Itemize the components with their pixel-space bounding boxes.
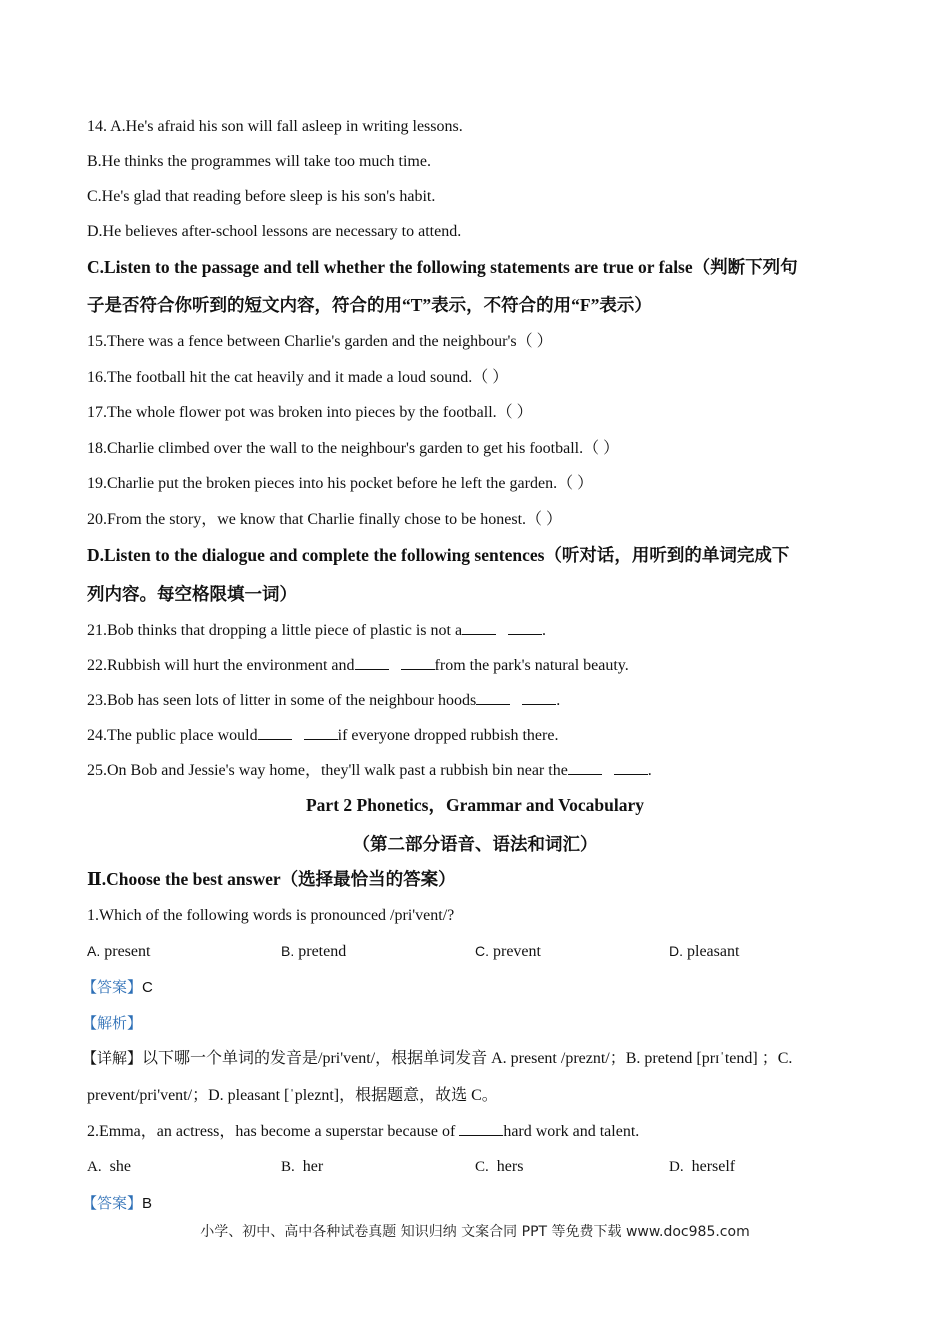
question-22-text: 22.Rubbish will hurt the environment and bbox=[87, 657, 355, 674]
question-2-text-end: hard work and talent. bbox=[503, 1123, 640, 1140]
answer-tag: 【答案】 bbox=[82, 1194, 143, 1212]
part-2-subtitle: （第二部分语音、语法和词汇） bbox=[352, 834, 598, 854]
question-23-end: . bbox=[556, 692, 561, 709]
question-2-text: 2.Emma，an actress，has become a superstar because of bbox=[87, 1123, 456, 1140]
option-text: prevent bbox=[493, 943, 541, 960]
q14-option-a: 14. A.He's afraid his son will fall asleep in writing lessons. bbox=[87, 118, 463, 135]
section-ii-heading: Ⅱ.Choose the best answer（选择最恰当的答案） bbox=[87, 869, 456, 889]
option-text: present bbox=[104, 943, 151, 960]
option-text: pretend bbox=[298, 943, 347, 960]
option-label: D. bbox=[669, 943, 683, 959]
answer-blank[interactable] bbox=[355, 655, 389, 670]
q14-option-d: D.He believes after-school lessons are necessary to attend. bbox=[87, 223, 462, 240]
q1-analysis bbox=[82, 1013, 142, 1034]
answer-blank[interactable] bbox=[401, 655, 435, 670]
question-24-text-end: if everyone dropped rubbish there. bbox=[337, 727, 559, 744]
q1-option-d[interactable] bbox=[669, 941, 739, 962]
option-text: she bbox=[109, 1158, 131, 1175]
q2-option-d[interactable] bbox=[669, 1157, 735, 1177]
q2-option-b[interactable] bbox=[281, 1157, 323, 1177]
q1-detail-line-1 bbox=[82, 1048, 792, 1069]
answer-blank[interactable] bbox=[476, 690, 510, 705]
option-label: B. bbox=[281, 943, 295, 959]
option-text: herself bbox=[691, 1158, 736, 1175]
option-text: pleasant bbox=[687, 943, 740, 960]
q2-option-a[interactable] bbox=[87, 1157, 131, 1177]
statement-19: 19.Charlie put the broken pieces into his pocket before he left the garden.（ ） bbox=[87, 475, 594, 492]
answer-value: C bbox=[142, 979, 153, 996]
detail-text: 以下哪一个单词的发音是/pri'vent/，根据单词发音 A. present /preznt/；B. pretend [prɪˈtend] ；C. bbox=[142, 1050, 793, 1067]
q2-option-c[interactable] bbox=[475, 1157, 523, 1177]
question-2-stem bbox=[87, 1121, 639, 1142]
answer-blank[interactable] bbox=[258, 725, 292, 740]
section-c-heading: C.Listen to the passage and tell whether the following statements are true or false（判断下列句 bbox=[87, 257, 798, 277]
q1-option-b[interactable] bbox=[281, 941, 346, 962]
option-text: her bbox=[302, 1158, 324, 1175]
section-c-heading-cont: 子是否符合你听到的短文内容，符合的用“T”表示，不符合的用“F”表示） bbox=[87, 295, 652, 315]
option-label: B. bbox=[281, 1159, 295, 1175]
option-label: A. bbox=[87, 1159, 102, 1175]
part-2-title: Part 2 Phonetics，Grammar and Vocabulary bbox=[305, 795, 644, 815]
section-d-heading-cont: 列内容。每空格限填一词） bbox=[87, 584, 297, 604]
question-23-text: 23.Bob has seen lots of litter in some of the neighbour hoods bbox=[87, 692, 477, 709]
option-text: hers bbox=[496, 1158, 524, 1175]
q2-answer bbox=[82, 1193, 152, 1214]
q14-option-b: B.He thinks the programmes will take too much time. bbox=[87, 153, 431, 170]
answer-tag: 【答案】 bbox=[82, 978, 143, 996]
statement-20: 20.From the story，we know that Charlie finally chose to be honest.（ ） bbox=[87, 511, 563, 528]
statement-16: 16.The football hit the cat heavily and it made a loud sound.（ ） bbox=[87, 369, 509, 386]
answer-blank[interactable] bbox=[614, 760, 648, 775]
question-25 bbox=[87, 760, 652, 781]
question-21 bbox=[87, 620, 546, 641]
statement-18: 18.Charlie climbed over the wall to the neighbour's garden to get his football.（ ） bbox=[87, 440, 620, 457]
option-label: D. bbox=[669, 1159, 684, 1175]
question-21-end: . bbox=[542, 622, 547, 639]
answer-blank[interactable] bbox=[462, 620, 496, 635]
analysis-tag: 【解析】 bbox=[82, 1014, 143, 1032]
statement-17: 17.The whole flower pot was broken into pieces by the football.（ ） bbox=[87, 404, 533, 421]
question-24-text: 24.The public place would bbox=[87, 727, 258, 744]
answer-blank[interactable] bbox=[568, 760, 602, 775]
answer-value: B bbox=[142, 1195, 153, 1212]
answer-blank[interactable] bbox=[508, 620, 542, 635]
answer-blank[interactable] bbox=[522, 690, 556, 705]
option-label: C. bbox=[475, 943, 489, 959]
q14-option-c: C.He's glad that reading before sleep is his son's habit. bbox=[87, 188, 436, 205]
q1-option-c[interactable] bbox=[475, 941, 541, 962]
page-footer: 小学、初中、高中各种试卷真题 知识归纳 文案合同 PPT 等免费下载 www.doc985.com bbox=[200, 1224, 750, 1240]
question-23 bbox=[87, 690, 560, 711]
option-label: A. bbox=[87, 943, 101, 959]
question-22-text-end: from the park's natural beauty. bbox=[434, 657, 629, 674]
section-d-heading: D.Listen to the dialogue and complete the following sentences（听对话，用听到的单词完成下 bbox=[87, 545, 790, 565]
option-label: C. bbox=[475, 1159, 489, 1175]
q1-option-a[interactable] bbox=[87, 941, 150, 962]
detail-tag: 【详解】 bbox=[82, 1049, 143, 1067]
question-1-stem: 1.Which of the following words is pronounced /pri'vent/? bbox=[87, 907, 455, 924]
q1-answer bbox=[82, 977, 153, 998]
question-24 bbox=[87, 725, 558, 746]
q1-detail-line-2: prevent/pri'vent/；D. pleasant [ˈpleznt]，根据题意，故选 C。 bbox=[87, 1087, 498, 1104]
answer-blank[interactable] bbox=[459, 1121, 503, 1136]
answer-blank[interactable] bbox=[304, 725, 338, 740]
statement-15: 15.There was a fence between Charlie's garden and the neighbour's（ ） bbox=[87, 333, 553, 350]
question-25-end: . bbox=[647, 762, 652, 779]
question-22 bbox=[87, 655, 629, 676]
question-21-text: 21.Bob thinks that dropping a little piece of plastic is not a bbox=[87, 622, 463, 639]
question-25-text: 25.On Bob and Jessie's way home，they'll walk past a rubbish bin near the bbox=[87, 762, 568, 779]
